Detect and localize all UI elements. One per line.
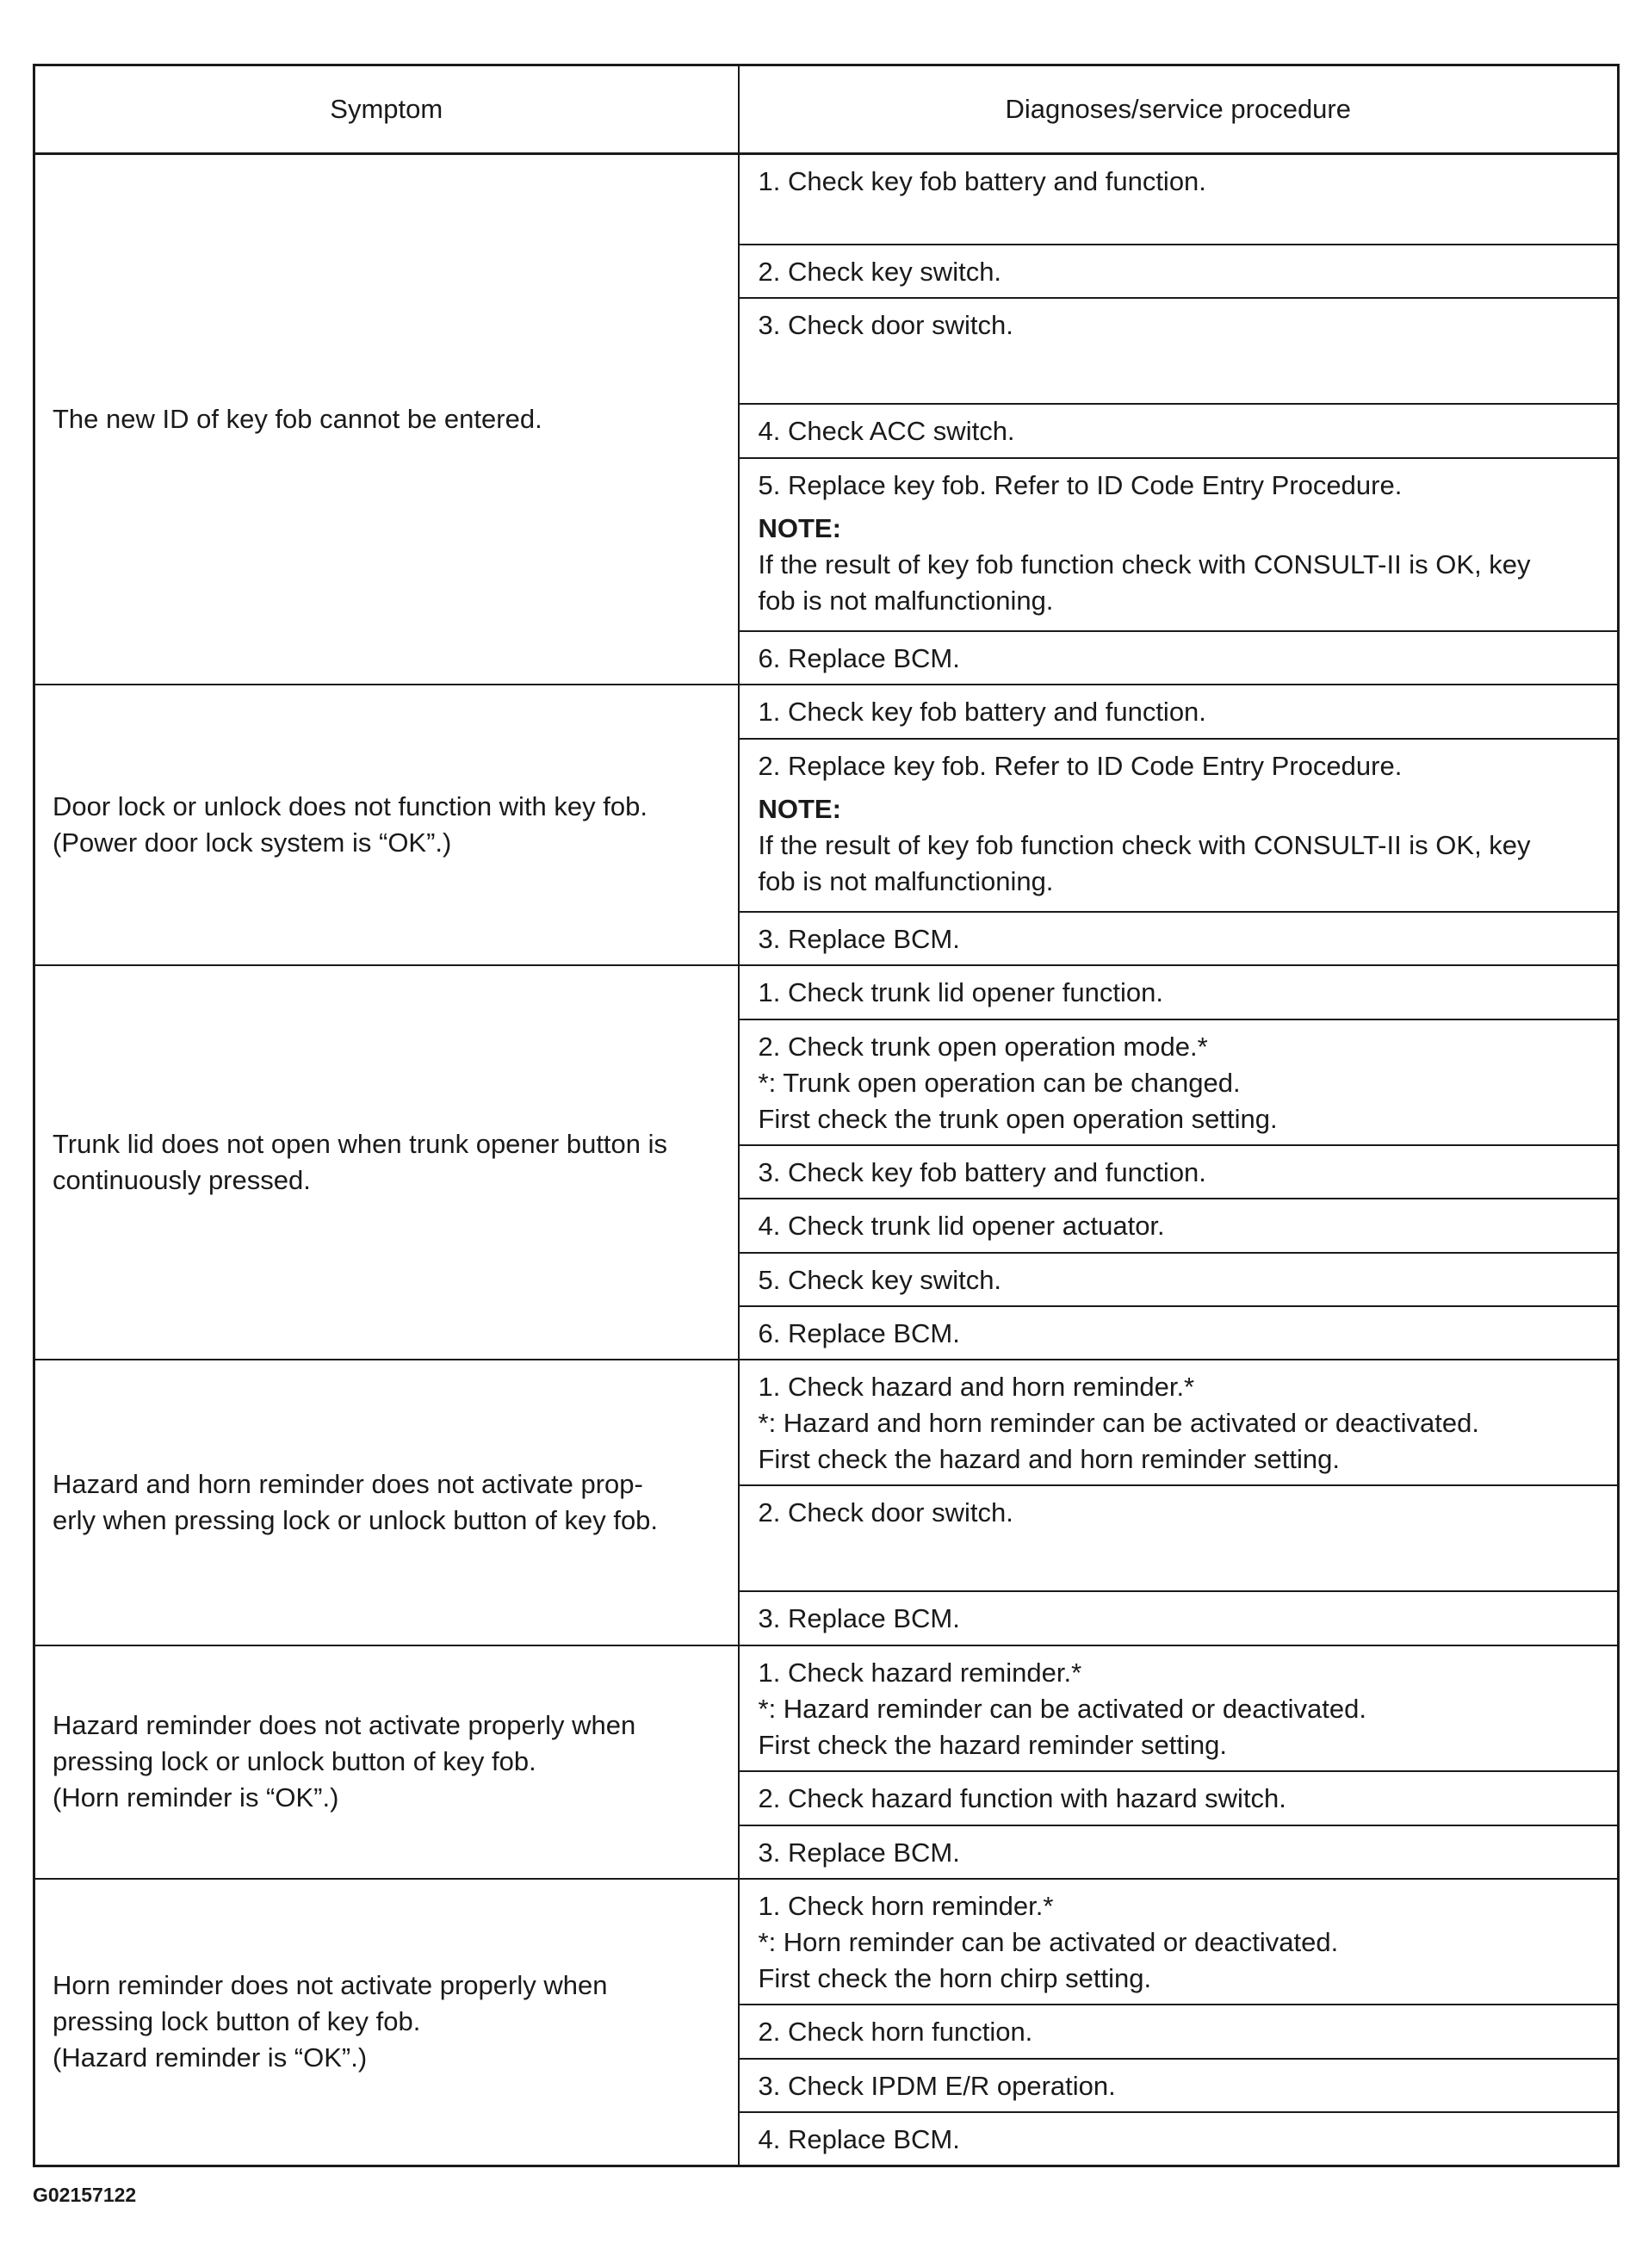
symptom-text: Hazard reminder does not activate properly when — [53, 1710, 636, 1740]
symptom-text: continuously pressed. — [53, 1164, 311, 1195]
figure-id: G02157122 — [33, 2184, 137, 2206]
diagnosis-table — [33, 64, 1620, 2167]
procedure-step-cell — [739, 1019, 1619, 1145]
procedure-step-cell — [739, 1645, 1619, 1771]
table-row — [34, 965, 1619, 1019]
procedure-step-text: 1. Check key fob battery and function. — [758, 166, 1206, 196]
note-text: If the result of key fob function check with CONSULT-II is OK, key — [758, 548, 1531, 579]
procedure-step-text: *: Hazard and horn reminder can be activated or deactivated. — [758, 1407, 1479, 1438]
procedure-step-text: 3. Replace BCM. — [758, 1602, 960, 1633]
symptom-column-header: Symptom — [34, 65, 739, 154]
note-label: NOTE: — [758, 793, 841, 824]
procedure-step-text: 4. Check ACC switch. — [758, 415, 1015, 446]
procedure-step-cell — [739, 404, 1619, 458]
procedure-step-text: First check the horn chirp setting. — [758, 1962, 1152, 1993]
procedure-step-text: 3. Check IPDM E/R operation. — [758, 2070, 1116, 2101]
procedure-step-text: 4. Check trunk lid opener actuator. — [758, 1210, 1165, 1241]
symptom-cell — [34, 154, 739, 685]
procedure-step-cell — [739, 965, 1619, 1019]
procedure-step-text: 4. Replace BCM. — [758, 2123, 960, 2154]
procedure-step-text: First check the hazard reminder setting. — [758, 1729, 1227, 1760]
procedure-step-cell — [739, 2059, 1619, 2112]
procedure-step-text: 5. Check key switch. — [758, 1264, 1002, 1295]
procedure-step-text: 3. Replace BCM. — [758, 1837, 960, 1868]
symptom-text: (Horn reminder is “OK”.) — [53, 1782, 339, 1813]
procedure-column-header: Diagnoses/service procedure — [739, 65, 1619, 154]
symptom-text: erly when pressing lock or unlock button of key fob. — [53, 1504, 659, 1535]
procedure-step-text: 2. Check trunk open operation mode.* — [758, 1031, 1208, 1062]
procedure-step-cell — [739, 298, 1619, 404]
procedure-step-text: 3. Check door switch. — [758, 309, 1013, 340]
table-row — [34, 154, 1619, 245]
procedure-step-text: 1. Check trunk lid opener function. — [758, 976, 1163, 1007]
procedure-step-cell — [739, 739, 1619, 912]
table-row — [34, 1645, 1619, 1771]
procedure-step-cell — [739, 245, 1619, 298]
procedure-step-text: 2. Check key switch. — [758, 256, 1002, 287]
procedure-step-cell — [739, 1771, 1619, 1825]
procedure-step-cell — [739, 1825, 1619, 1879]
procedure-step-text: 3. Check key fob battery and function. — [758, 1156, 1206, 1187]
procedure-step-cell — [739, 1879, 1619, 2005]
procedure-step-cell — [739, 2112, 1619, 2166]
procedure-step-text: 1. Check hazard and horn reminder.* — [758, 1371, 1195, 1402]
procedure-step-text: *: Trunk open operation can be changed. — [758, 1067, 1241, 1098]
procedure-step-cell — [739, 685, 1619, 739]
symptom-text: (Hazard reminder is “OK”.) — [53, 2042, 368, 2073]
procedure-step-text: 1. Check key fob battery and function. — [758, 696, 1206, 727]
table-row — [34, 685, 1619, 739]
symptom-text: (Power door lock system is “OK”.) — [53, 827, 452, 858]
procedure-step-cell — [739, 1253, 1619, 1306]
procedure-step-text: 6. Replace BCM. — [758, 1317, 960, 1348]
symptom-cell — [34, 965, 739, 1360]
procedure-step-text: *: Horn reminder can be activated or deactivated. — [758, 1926, 1339, 1957]
procedure-step-text: 1. Check horn reminder.* — [758, 1890, 1054, 1921]
procedure-step-cell — [739, 1485, 1619, 1591]
table-header-row — [34, 65, 1619, 154]
procedure-step-text: 1. Check hazard reminder.* — [758, 1657, 1082, 1688]
table-row — [34, 1360, 1619, 1485]
procedure-step-cell — [739, 1199, 1619, 1253]
symptom-text: Trunk lid does not open when trunk opener button is — [53, 1128, 668, 1159]
procedure-step-cell — [739, 1306, 1619, 1360]
symptom-cell — [34, 685, 739, 965]
symptom-cell — [34, 1360, 739, 1645]
symptom-cell — [34, 1879, 739, 2166]
note-text: fob is not malfunctioning. — [758, 585, 1054, 616]
procedure-step-text: 3. Replace BCM. — [758, 923, 960, 954]
symptom-text: Hazard and horn reminder does not activate prop- — [53, 1468, 643, 1499]
table-row — [34, 1879, 1619, 2005]
symptom-cell — [34, 1645, 739, 1879]
procedure-step-text: 2. Check door switch. — [758, 1497, 1013, 1527]
procedure-step-cell — [739, 1591, 1619, 1645]
procedure-step-cell — [739, 1145, 1619, 1199]
procedure-step-text: 2. Check horn function. — [758, 2016, 1033, 2047]
symptom-text: pressing lock or unlock button of key fob. — [53, 1746, 536, 1776]
symptom-text: Door lock or unlock does not function with key fob. — [53, 790, 647, 821]
procedure-step-cell — [739, 912, 1619, 965]
procedure-step-text: 5. Replace key fob. Refer to ID Code Entry Procedure. — [758, 469, 1403, 500]
procedure-step-text: First check the trunk open operation setting. — [758, 1103, 1278, 1134]
symptom-text: Horn reminder does not activate properly when — [53, 1970, 608, 2001]
note-label: NOTE: — [758, 512, 841, 543]
note-text: fob is not malfunctioning. — [758, 865, 1054, 896]
procedure-step-text: 2. Check hazard function with hazard switch. — [758, 1782, 1286, 1813]
procedure-step-text: 2. Replace key fob. Refer to ID Code Entry Procedure. — [758, 750, 1403, 781]
procedure-step-cell — [739, 154, 1619, 245]
procedure-step-cell — [739, 631, 1619, 685]
procedure-step-cell — [739, 2005, 1619, 2059]
procedure-step-text: *: Hazard reminder can be activated or deactivated. — [758, 1693, 1366, 1724]
table-body — [34, 154, 1619, 2166]
procedure-step-cell — [739, 1360, 1619, 1485]
note-text: If the result of key fob function check with CONSULT-II is OK, key — [758, 829, 1531, 860]
symptom-text: The new ID of key fob cannot be entered. — [53, 403, 542, 434]
procedure-step-cell — [739, 458, 1619, 631]
procedure-step-text: 6. Replace BCM. — [758, 642, 960, 673]
symptom-text: pressing lock button of key fob. — [53, 2006, 421, 2037]
procedure-step-text: First check the hazard and horn reminder setting. — [758, 1443, 1340, 1474]
